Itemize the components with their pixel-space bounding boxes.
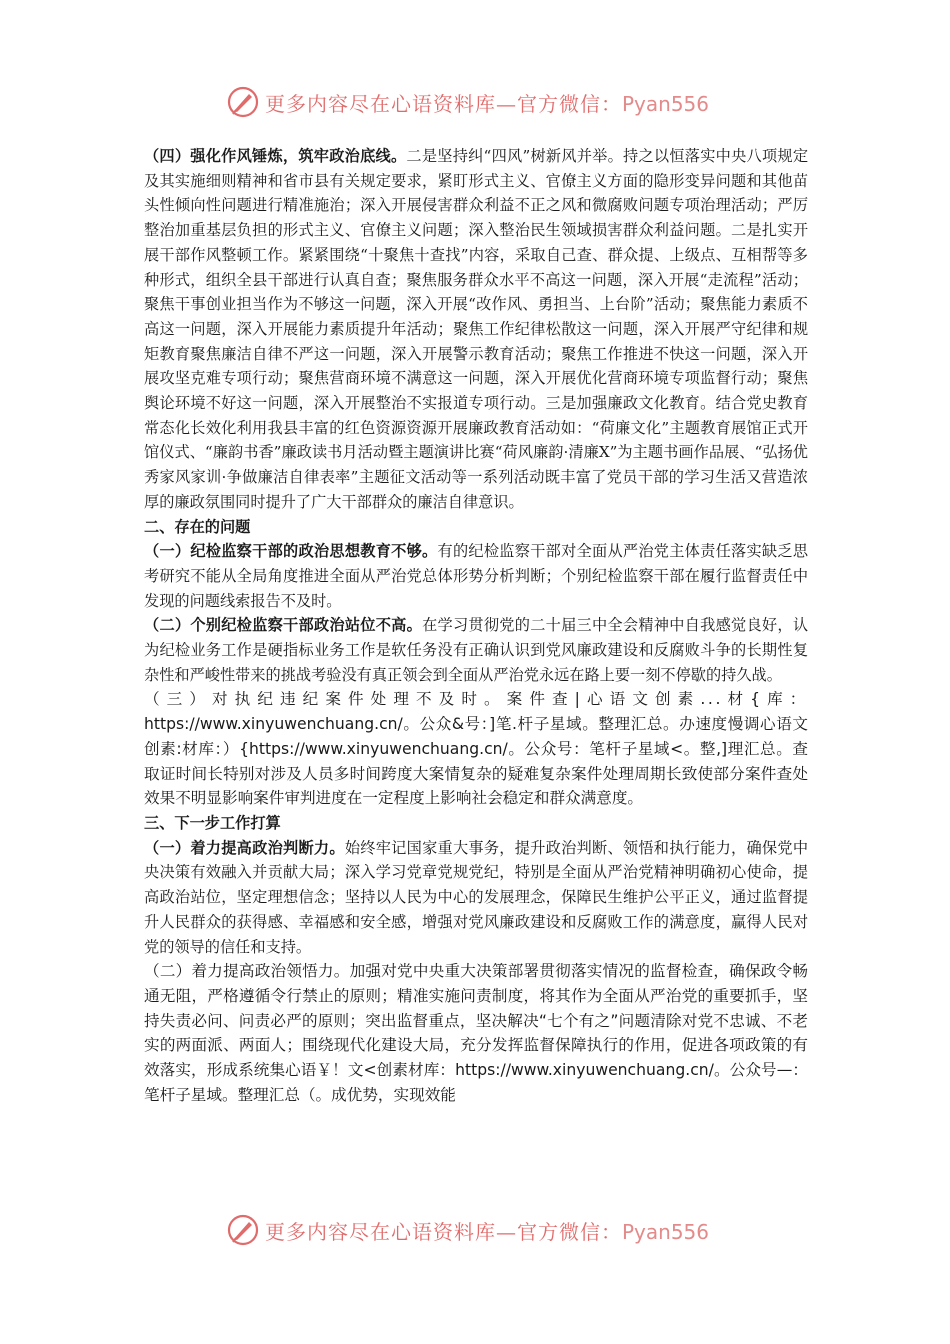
paragraph-heading: （二）个别纪检监察干部政治站位不高。 (144, 616, 423, 635)
paragraph-text: 始终牢记国家重大事务，提升政治判断、领悟和执行能力，确保党中央决策有效融入并贡献大局；深入学习党章党规党纪，特别是全面从严治党精神明确初心使命，提高政治站位，坚定理想信念；坚持以人民为中心的发展理念，保障民生维护公平正义，通过监督提升人民群众的获得感、幸福感和安全感，增强对党风廉政建设和反腐败工作的满意度，赢得人民对党的领导的信任和支持。 (144, 838, 809, 956)
quill-logo-icon (225, 1212, 261, 1248)
section-title-problems: 二、存在的问题 (144, 517, 251, 536)
watermark-header (225, 80, 745, 124)
paragraph-political-stance (144, 613, 808, 687)
watermark-footer (225, 1208, 745, 1252)
paragraph-text: 在学习贯彻党的二十届三中全会精神中自我感觉良好，认为纪检业务工作是硬指标业务工作是软任务没有正确认识到党风廉政建设和反腐败斗争的长期性复杂性和严峻性带来的挑战考验没有真正领会到全面从严治党永远在路上要一刻不停歇的持久战。 (144, 616, 809, 684)
paragraph-work-style (144, 144, 808, 515)
paragraph-heading: （一）纪检监察干部的政治思想教育不够。 (144, 542, 438, 561)
paragraph-heading: （四）强化作风锤炼，筑牢政治底线。 (144, 147, 407, 165)
quill-logo-icon (225, 84, 261, 120)
paragraph-heading: （一）着力提高政治判断力。 (144, 838, 345, 857)
paragraph-text: 有的纪检监察干部对全面从严治党主体责任落实缺乏思考研究不能从全局角度推进全面从严治党总体形势分析判断；个别纪检监察干部在履行监督责任中发现的问题线索报告不及时。 (144, 542, 809, 610)
paragraph-comprehension: （二）着力提高政治领悟力。加强对党中央重大决策部署贯彻落实情况的监督检查，确保政令畅通无阻，严格遵循令行禁止的原则；精准实施问责制度，将其作为全面从严治党的重要抓手，坚持失责必问、问责必严的原则；突出监督重点，坚决解决“七个有之”问题清除对党不忠诚、不老实的两面派、两面人；围绕现代化建设大局，充分发挥监督保障执行的作用，促进各项政策的有效落实，形成系统集心语￥！文<创素材库：https://www.xinyuwenchuang.cn/。公众号—：笔杆子星域。整理汇总（。成优势，实现效能 (144, 962, 808, 1104)
document-body (144, 144, 808, 1107)
wechat-id: Pyan556 (622, 91, 710, 116)
paragraph-education (144, 539, 808, 613)
watermark-text: 更多内容尽在心语资料库—官方微信：Pyan556 (265, 91, 710, 116)
paragraph-case-handling (144, 687, 808, 811)
paragraph-text: 二是坚持纠“四风”树新风并举。持之以恒落实中央八项规定及其实施细则精神和省市县有关规定要求，紧盯形式主义、官僚主义方面的隐形变异问题和其他苗头性倾向性问题进行精准施治；深入开展侵害群众利益不正之风和微腐败问题专项治理活动；严厉整治加重基层负担的形式主义、官僚主义问题；深入整治民生领域损害群众利益问题。二是扎实开展干部作风整顿工作。紧紧围绕“十聚焦十查找”内容，采取自己查、群众提、上级点、互相帮等多种形式，组织全县干部进行认真自查；聚焦服务群众水平不高这一问题，深入开展“走流程”活动；聚焦干事创业担当作为不够这一问题，深入开展“改作风、勇担当、上台阶”活动；聚焦能力素质不高这一问题，深入开展能力素质提升年活动；聚焦工作纪律松散这一问题，深入开展严守纪律和规矩教育聚焦廉洁自律不严这一问题，深入开展警示教育活动；聚焦工作推进不快这一问题，深入开展攻坚克难专项行动；聚焦营商环境不满意这一问题，深入开展优化营商环境专项监督行动；聚焦舆论环境不好这一问题，深入开展整治不实报道专项行动。三是加强廉政文化教育。结合党史教育常态化长效化利用我县丰富的红色资源资源开展廉政教育活动如：“荷廉文化”主题教育展馆正式开馆仪式、“廉韵书香”廉政读书月活动暨主题演讲比赛“荷风廉韵·清廉X”为主题书画作品展、“弘扬优秀家风家训·争做廉洁自律表率”主题征文活动等一系列活动既丰富了党员干部的学习生活又营造浓厚的廉政氛围同时提升了广大干部群众的廉洁自律意识。 (144, 147, 809, 511)
watermark-text: 更多内容尽在心语资料库—官方微信：Pyan556 (265, 1219, 710, 1244)
paragraph-text-spaced: （三）对执纪违纪案件处理不及时。案件查|心语文创素...材{库： (144, 690, 808, 709)
paragraph-judgment (144, 836, 808, 960)
wechat-id: Pyan556 (622, 1219, 710, 1244)
paragraph-text: https://www.xinyuwenchuang.cn/。公众&号：]笔.杆子星域。整理汇总。办速度慢调心语文创素:材库：）{https://www.xinyuwenchuang.cn/。公众号：笔杆子星域<。整,]理汇总。查取证时间长特别对涉及人员多时间跨度大案情复杂的疑难复杂案件处理周期长致使部分案件查处效果不明显影响案件审判进度在一定程度上影响社会稳定和群众满意度。 (144, 715, 808, 808)
section-title-next-steps: 三、下一步工作打算 (144, 813, 281, 832)
